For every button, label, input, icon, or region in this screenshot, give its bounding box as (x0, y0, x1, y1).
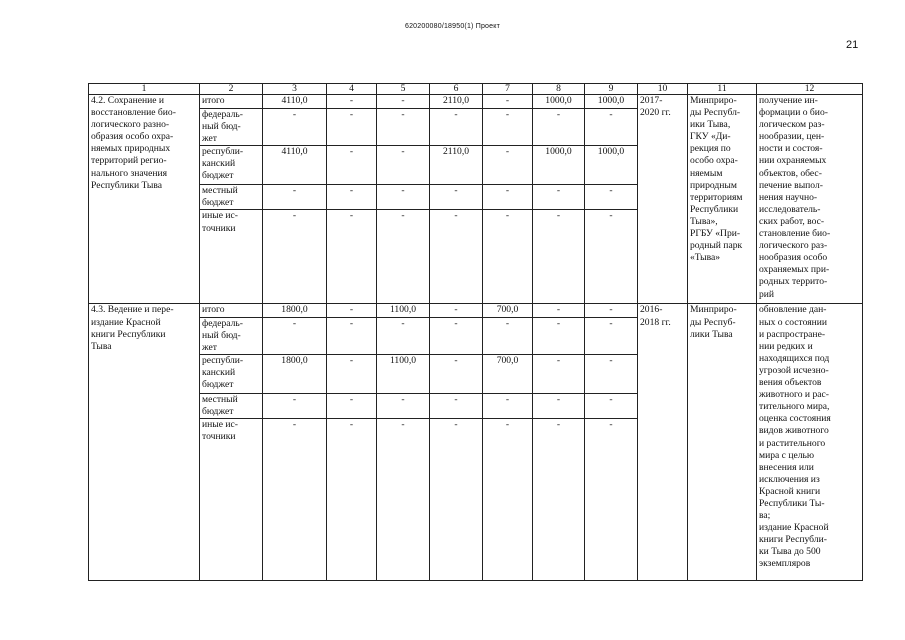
amount-cell: - (483, 185, 533, 210)
document-code-header: 620200080/18950(1) Проект (404, 23, 500, 30)
funding-source: итого (200, 95, 263, 109)
amount-cell: - (327, 146, 377, 185)
activity-name: 4.3. Ведение и пере- издание Красной книги Республики Тыва (89, 304, 200, 581)
amount-cell: 700,0 (483, 304, 533, 317)
column-number: 7 (483, 84, 533, 95)
amount-cell: 2110,0 (430, 146, 483, 185)
funding-source: федераль- ный бюд- жет (200, 317, 263, 354)
amount-cell: - (585, 304, 638, 317)
amount-cell: - (430, 304, 483, 317)
amount-cell: - (263, 109, 327, 146)
amount-cell: - (377, 317, 430, 354)
amount-cell: 1100,0 (377, 354, 430, 393)
column-number: 11 (688, 84, 757, 95)
amount-cell: - (430, 419, 483, 581)
amount-cell: - (263, 419, 327, 581)
amount-cell: - (327, 95, 377, 109)
column-number-row (89, 84, 863, 95)
amount-cell: - (483, 95, 533, 109)
amount-cell: - (430, 354, 483, 393)
amount-cell: - (483, 210, 533, 304)
column-number: 8 (533, 84, 585, 95)
amount-cell: - (430, 210, 483, 304)
amount-cell: - (430, 185, 483, 210)
amount-cell: - (377, 210, 430, 304)
amount-cell: 1000,0 (585, 95, 638, 109)
amount-cell: - (263, 185, 327, 210)
amount-cell: - (585, 317, 638, 354)
amount-cell: - (585, 185, 638, 210)
executor: Минприро- ды Республ- ики Тыва, ГКУ «Ди- рекция по особо охра- няемым природным территориям Республики Тыва», РГБУ «При- родный парк «Тыва» (688, 95, 757, 304)
amount-cell: - (533, 354, 585, 393)
amount-cell: - (533, 304, 585, 317)
amount-cell: - (585, 354, 638, 393)
amount-cell: - (263, 393, 327, 418)
amount-cell: 2110,0 (430, 95, 483, 109)
amount-cell: - (533, 419, 585, 581)
amount-cell: - (533, 317, 585, 354)
amount-cell: - (533, 109, 585, 146)
amount-cell: - (377, 109, 430, 146)
funding-source: местный бюджет (200, 185, 263, 210)
funding-source: итого (200, 304, 263, 317)
amount-cell: - (483, 146, 533, 185)
amount-cell: - (377, 419, 430, 581)
column-number: 4 (327, 84, 377, 95)
amount-cell: - (533, 393, 585, 418)
amount-cell: - (533, 210, 585, 304)
funding-source: местный бюджет (200, 393, 263, 418)
amount-cell: - (327, 210, 377, 304)
table-row (89, 304, 863, 317)
funding-source: республи- канский бюджет (200, 354, 263, 393)
executor: Минприро- ды Респуб- лики Тыва (688, 304, 757, 581)
funding-source: федераль- ный бюд- жет (200, 109, 263, 146)
amount-cell: - (585, 210, 638, 304)
amount-cell: - (585, 393, 638, 418)
amount-cell: - (483, 393, 533, 418)
page-number: 21 (846, 39, 859, 51)
amount-cell: 4110,0 (263, 146, 327, 185)
period: 2017- 2020 гг. (638, 95, 688, 304)
amount-cell: - (377, 146, 430, 185)
column-number: 5 (377, 84, 430, 95)
funding-source: республи- канский бюджет (200, 146, 263, 185)
column-number: 10 (638, 84, 688, 95)
amount-cell: 1800,0 (263, 304, 327, 317)
amount-cell: - (585, 109, 638, 146)
amount-cell: - (327, 304, 377, 317)
amount-cell: 700,0 (483, 354, 533, 393)
amount-cell: 1000,0 (533, 95, 585, 109)
funding-source: иные ис- точники (200, 419, 263, 581)
table-row (89, 95, 863, 109)
amount-cell: - (585, 419, 638, 581)
expected-result: обновление дан- ных о состоянии и распростране- нии редких и находящихся под угрозой исчезно- вения объектов животного и рас- тительного мира, оценка состояния видов животного и растительного мира с целью внесения или исключения из Красной книги Республики Ты- ва; издание Красной книги Республи- ки Тыва до 500 экземпляров (757, 304, 863, 581)
amount-cell: 1800,0 (263, 354, 327, 393)
budget-table (88, 83, 863, 581)
column-number: 2 (200, 84, 263, 95)
amount-cell: - (430, 393, 483, 418)
column-number: 3 (263, 84, 327, 95)
funding-source: иные ис- точники (200, 210, 263, 304)
amount-cell: - (377, 185, 430, 210)
amount-cell: - (263, 210, 327, 304)
amount-cell: 1000,0 (585, 146, 638, 185)
amount-cell: - (430, 317, 483, 354)
amount-cell: 4110,0 (263, 95, 327, 109)
amount-cell: - (327, 354, 377, 393)
amount-cell: - (483, 419, 533, 581)
amount-cell: 1000,0 (533, 146, 585, 185)
amount-cell: - (327, 393, 377, 418)
amount-cell: - (263, 317, 327, 354)
amount-cell: - (327, 317, 377, 354)
amount-cell: - (327, 109, 377, 146)
column-number: 6 (430, 84, 483, 95)
amount-cell: - (327, 185, 377, 210)
amount-cell: - (430, 109, 483, 146)
column-number: 1 (89, 84, 200, 95)
amount-cell: - (377, 393, 430, 418)
amount-cell: - (533, 185, 585, 210)
column-number: 12 (757, 84, 863, 95)
amount-cell: - (377, 95, 430, 109)
activity-name: 4.2. Сохранение и восстановление био- логического разно- образия особо охра- няемых природных территорий регио- нального значения Республики Тыва (89, 95, 200, 304)
amount-cell: - (327, 419, 377, 581)
expected-result: получение ин- формации о био- логическом раз- нообразии, цен- ности и состоя- нии охраняемых объектов, обес- печение выпол- нения научно- исследователь- ских работ, вос- становление био- логического раз- нообразия особо охраняемых при- родных террито- рий (757, 95, 863, 304)
column-number: 9 (585, 84, 638, 95)
amount-cell: - (483, 109, 533, 146)
amount-cell: - (483, 317, 533, 354)
amount-cell: 1100,0 (377, 304, 430, 317)
period: 2016- 2018 гг. (638, 304, 688, 581)
